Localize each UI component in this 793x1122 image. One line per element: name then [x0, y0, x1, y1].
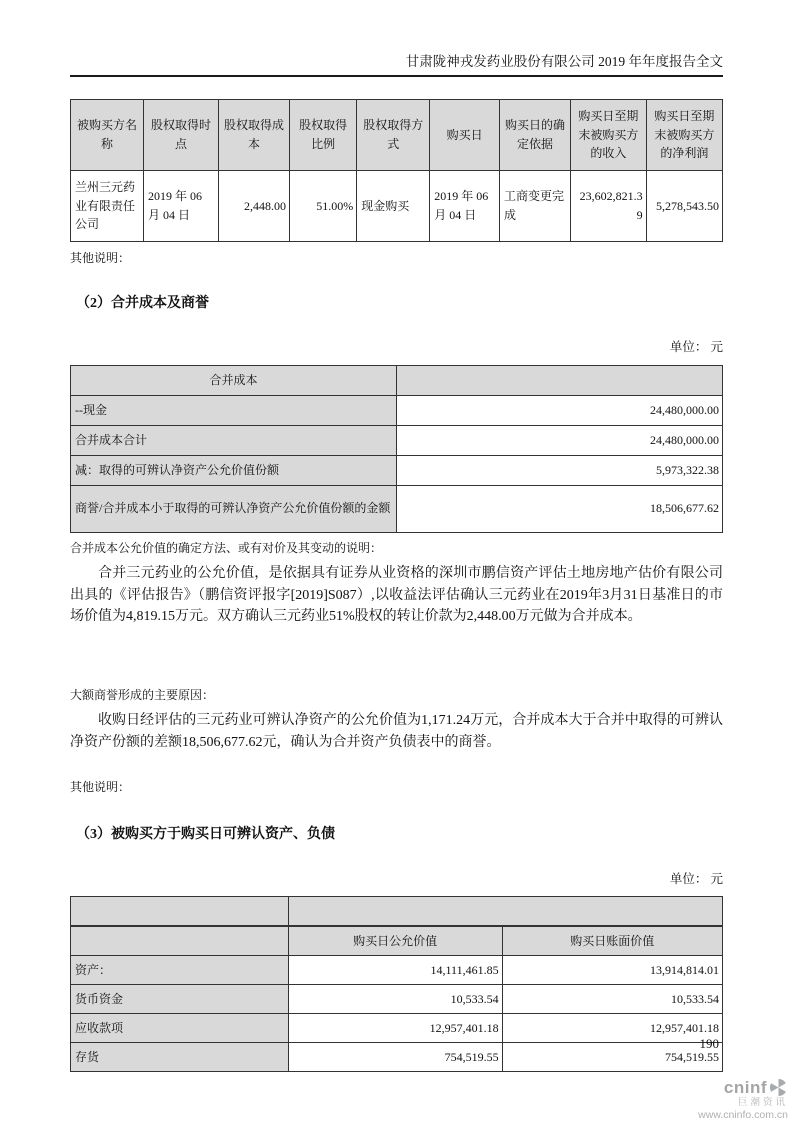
row-label-goodwill: 商誉/合并成本小于取得的可辨认净资产公允价值份额的金额 [71, 485, 397, 532]
page-content [70, 99, 723, 1072]
row-label-monetary-funds: 货币资金 [71, 985, 289, 1014]
cell-goodwill-value: 18,506,677.62 [397, 485, 723, 532]
cell-purchase-date: 2019 年 06 月 04 日 [430, 171, 500, 242]
row-label-inventory: 存货 [71, 1043, 289, 1072]
cell-assets-fair: 14,111,461.85 [288, 956, 502, 985]
row-label-less-fv: 减：取得的可辨认净资产公允价值份额 [71, 455, 397, 485]
cell-equity-method: 现金购买 [357, 171, 430, 242]
acquisition-table-data-row [71, 171, 723, 242]
assets-row-assets [71, 956, 723, 985]
fair-value-paragraph: 合并三元药业的公允价值，是依据具有证券从业资格的深圳市鹏信资产评估土地房地产估价有限公司出具的《评估报告》（鹏信资评报字[2019]S087）,以收益法评估确认三元药业在2019年3月31日基准日的市场价值为4,819.15万元。双方确认三元药业51%股权的转让价款为2,448.00万元做为合并成本。 [70, 566, 723, 625]
page-header [70, 0, 723, 77]
cell-equity-ratio: 51.00% [290, 171, 357, 242]
merge-cost-row-goodwill [71, 485, 723, 532]
cell-receivables-book: 12,957,401.18 [502, 1014, 722, 1043]
col-header-equity-cost: 股权取得成本 [218, 100, 289, 171]
assets-top-empty-span [288, 897, 722, 927]
cell-monetary-book: 10,533.54 [502, 985, 722, 1014]
goodwill-paragraph: 收购日经评估的三元药业可辨认净资产的公允价值为1,171.24万元，合并成本大于合并中取得的可辨认净资产份额的差额18,506,677.62元，确认为合并资产负债表中的商誉。 [70, 713, 723, 750]
unit-label-2: 单位： 元 [669, 872, 723, 887]
col-header-equity-ratio: 股权取得比例 [290, 100, 357, 171]
assets-table-top-row [71, 897, 723, 927]
acquisition-table [70, 99, 723, 242]
col-header-merge-cost-value [397, 365, 723, 395]
fair-value-note-label: 合并成本公允价值的确定方法、或有对价及其变动的说明： [70, 540, 383, 555]
merge-cost-header-row [71, 365, 723, 395]
row-label-cash: --现金 [71, 395, 397, 425]
cninfo-brand-text: cninf [723, 1077, 767, 1097]
goodwill-reason-label: 大额商誉形成的主要原因： [70, 687, 215, 702]
col-header-purchase-date: 购买日 [430, 100, 500, 171]
col-header-acquiree-name: 被购买方名称 [71, 100, 144, 171]
cell-assets-book: 13,914,814.01 [502, 956, 722, 985]
merge-cost-row-cash [71, 395, 723, 425]
cell-less-fv-value: 5,973,322.38 [397, 455, 723, 485]
cninfo-brand-chinese: 巨潮资讯 [737, 1097, 788, 1108]
col-header-purchase-date-basis: 购买日的确定依据 [499, 100, 570, 171]
report-title: 甘肃陇神戎发药业股份有限公司 2019 年年度报告全文 [405, 54, 723, 69]
merge-cost-row-less-fv [71, 455, 723, 485]
merge-cost-table [70, 365, 723, 533]
cell-purchase-date-basis: 工商变更完成 [499, 171, 570, 242]
col-header-equity-time: 股权取得时点 [144, 100, 219, 171]
cell-monetary-fair: 10,533.54 [288, 985, 502, 1014]
cninfo-logo [698, 1078, 788, 1121]
cninfo-brand-row [698, 1078, 788, 1097]
col-header-merge-cost: 合并成本 [71, 365, 397, 395]
merge-cost-row-total [71, 425, 723, 455]
cell-revenue-since-purchase: 23,602,821.39 [571, 171, 647, 242]
row-label-receivables: 应收款项 [71, 1014, 289, 1043]
row-label-assets: 资产： [71, 956, 289, 985]
cninfo-swirl-icon [769, 1078, 788, 1097]
acquisition-table-header-row [71, 100, 723, 171]
cell-inventory-book: 754,519.55 [502, 1043, 722, 1072]
section-2-heading: （2）合并成本及商誉 [76, 295, 209, 311]
cell-equity-cost: 2,448.00 [218, 171, 289, 242]
cell-cash-value: 24,480,000.00 [397, 395, 723, 425]
cell-receivables-fair: 12,957,401.18 [288, 1014, 502, 1043]
cninfo-url: www.cninfo.com.cn [698, 1108, 788, 1121]
cell-total-value: 24,480,000.00 [397, 425, 723, 455]
col-header-book-value: 购买日账面价值 [502, 926, 722, 956]
other-note-label-2: 其他说明： [70, 780, 131, 795]
col-header-net-profit-since-purchase: 购买日至期末被购买方的净利润 [646, 100, 722, 171]
cell-inventory-fair: 754,519.55 [288, 1043, 502, 1072]
assets-row-inventory [71, 1043, 723, 1072]
other-note-label-1: 其他说明： [70, 251, 131, 265]
assets-row-receivables [71, 1014, 723, 1043]
section-3-heading: （3）被购买方于购买日可辨认资产、负债 [76, 827, 335, 843]
page-number: 190 [699, 1036, 719, 1051]
unit-label-1: 单位： 元 [669, 339, 723, 354]
col-header-revenue-since-purchase: 购买日至期末被购买方的收入 [571, 100, 647, 171]
assets-row-cash [71, 985, 723, 1014]
row-label-total: 合并成本合计 [71, 425, 397, 455]
cell-acquiree-name: 兰州三元药业有限责任公司 [71, 171, 144, 242]
assets-top-empty-left [71, 897, 289, 927]
col-header-fair-value: 购买日公允价值 [288, 926, 502, 956]
cell-equity-time: 2019 年 06 月 04 日 [144, 171, 219, 242]
identifiable-assets-table [70, 896, 723, 1072]
cell-net-profit-since-purchase: 5,278,543.50 [646, 171, 722, 242]
col-header-equity-method: 股权取得方式 [357, 100, 430, 171]
assets-table-header-row [71, 926, 723, 956]
assets-header-empty [71, 926, 289, 956]
